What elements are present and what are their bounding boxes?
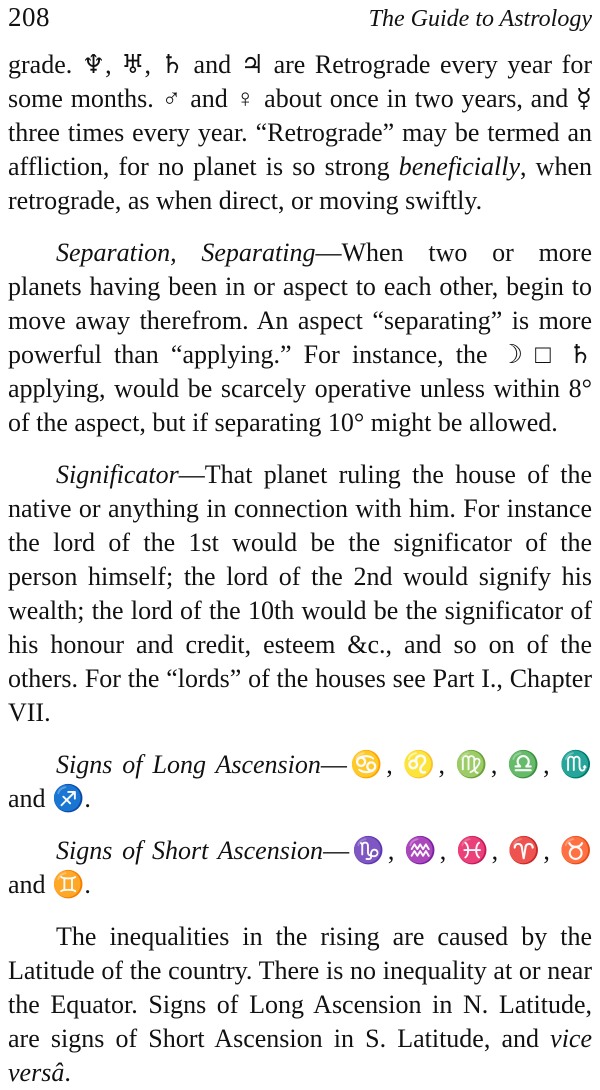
paragraph-long-ascension bbox=[8, 748, 592, 816]
emphasis-text: vice versâ bbox=[8, 1024, 592, 1087]
paragraph-text: The inequalities in the rising are caused by the Latitude of the country. There is no inequality at or near the Equator. Signs of Long Ascension in N. Latitude, are signs of Short Ascension in S. Latitude, and bbox=[8, 922, 592, 1053]
paragraph-short-ascension bbox=[8, 834, 592, 902]
page-header bbox=[8, 0, 592, 34]
running-title: The Guide to Astrology bbox=[368, 6, 592, 32]
paragraph-significator bbox=[8, 458, 592, 730]
term-heading: Signs of Short Ascension bbox=[56, 836, 324, 865]
paragraph-text: —When two or more planets having been in or aspect to each other, begin to move away therefrom. An aspect “separating” is more powerful than “applying.” For instance, the ☽ □ ♄ applying, would be scarcely operative unless within 8° of the aspect, but if separating 10° might be allowed. bbox=[8, 238, 592, 437]
paragraph-text: . bbox=[64, 1058, 71, 1087]
term-heading: Significator bbox=[56, 460, 179, 489]
paragraph-text: —♑, ♒, ♓, ♈, ♉ and ♊. bbox=[8, 836, 593, 899]
paragraph-text: —♋, ♌, ♍, ♎, ♏ and ♐. bbox=[8, 750, 592, 813]
page-body bbox=[8, 48, 592, 1090]
paragraph-text: grade. ♆, ♅, ♄ and ♃ are Retrograde every year for some months. ♂ and ♀ about once in two years, and ☿ three times every year. “Retrograde” may be termed an affliction, for no planet is so strong bbox=[8, 50, 592, 181]
paragraph-inequalities bbox=[8, 920, 592, 1090]
emphasis-text: beneficially bbox=[398, 152, 521, 181]
paragraph-text: , when retrograde, as when direct, or moving swiftly. bbox=[8, 152, 592, 215]
term-heading: Signs of Long Ascension bbox=[56, 750, 321, 779]
page-number: 208 bbox=[8, 2, 50, 32]
paragraph-separation bbox=[8, 236, 592, 440]
term-heading: Separation, Separating bbox=[56, 238, 316, 267]
paragraph-text: —That planet ruling the house of the native or anything in connection with him. For instance the lord of the 1st would be the significator of the person himself; the lord of the 2nd would signify his wealth; the lord of the 10th would be the significator of his honour and credit, esteem &c., and so on of the others. For the “lords” of the houses see Part I., Chapter VII. bbox=[8, 460, 592, 727]
paragraph-retrograde bbox=[8, 48, 592, 218]
